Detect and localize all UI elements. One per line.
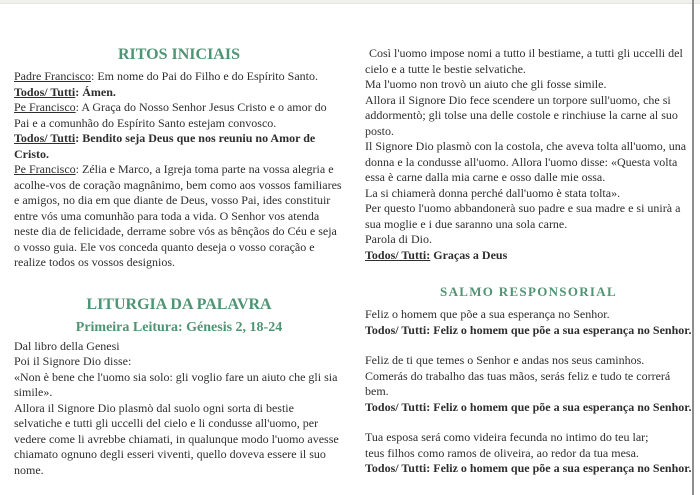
reading-line: Il Signore Dio plasmò con la costola, che aveva tolta all'uomo, una donna e la condusse all'uomo. Allora l'uomo disse: «Questa volta essa è carne dalla mia carne e osso dalle mie ossa.: [365, 139, 687, 184]
dialogue-text: : Em nome do Pai do Filho e do Espírito Santo.: [90, 69, 318, 83]
psalm-verse: Tua esposa será como videira fecunda no intimo do teu lar;: [365, 430, 649, 444]
psalm-group: [365, 307, 692, 338]
psalm-response: Todos/ Tutti: Feliz o homem que põe a sua esperança no Senhor.: [365, 461, 692, 475]
psalm-verse: Feliz de ti que temes o Senhor e andas nos seus caminhos.: [365, 353, 645, 367]
response-line-amen: [14, 85, 344, 101]
speaker-label: Padre Francisco: [14, 69, 91, 83]
psalm-response: Todos/ Tutti: Feliz o homem que põe a sua esperança no Senhor.: [365, 322, 692, 337]
reading-line: La si chiamerà donna perché dall'uomo è stata tolta».: [365, 185, 621, 200]
psalm-group: [365, 353, 692, 415]
speaker-label: Pe Francisco: [14, 100, 76, 114]
reading-line: Dal libro della Genesi: [14, 338, 120, 353]
dialogue-line-welcome: [14, 162, 344, 271]
response-label: Todos/ Tutti: [14, 131, 76, 145]
psalm-group: [365, 430, 692, 477]
psalm-verse: teus filhos como ramos de oliveira, ao redor da tua mesa.: [365, 445, 639, 460]
dialogue-text: : A Graça do Nosso Senhor Jesus Cristo e o amor do Pai e a comunhão do Espírito Santo estejam convosco.: [14, 100, 327, 130]
left-column: [14, 0, 344, 478]
reading-line: Ma l'uomo non trovò un aiuto che gli fosse simile.: [365, 77, 607, 91]
subheading-primeira-leitura: Primeira Leitura: Génesis 2, 18-24: [75, 319, 283, 335]
response-text: Graças a Deus: [430, 247, 508, 262]
response-label: Todos/ Tutti:: [365, 247, 431, 262]
reading-line: Così l'uomo impose nomi a tutto il bestiame, a tutti gli uccelli del cielo e a tutte le bestie selvatiche.: [365, 46, 683, 76]
reading-line: Allora il Signore Dio fece scendere un torpore sull'uomo, che si addormentò; gli tolse una delle costole e rinchiuse la carne al suo posto.: [365, 92, 678, 138]
section-heading-liturgia-da-palavra: LITURGIA DA PALAVRA: [86, 295, 272, 313]
psalm-response: Todos/ Tutti: Feliz o homem que põe a sua esperança no Senhor.: [365, 399, 692, 414]
dialogue-line-greeting: [14, 100, 344, 131]
section-heading-salmo-responsorial: SALMO RESPONSORIAL: [440, 284, 617, 299]
page-right-edge: [692, 0, 694, 495]
response-label: Todos/ Tutti: [14, 84, 76, 99]
response-text: : Bendito seja Deus que nos reuniu no Amor de Cristo.: [14, 131, 316, 161]
right-column: [365, 0, 692, 478]
response-text: : Ámen.: [75, 84, 116, 99]
reading-line: Allora il Signore Dio plasmò dal suolo ogni sorta di bestie selvatiche e tutti gli uccelli del cielo e li condusse all'uomo, per vedere come li avrebbe chiamati, in qualunque modo l'uomo avesse chiamato ognuno degli esseri viventi, quello doveva essere il suo nome.: [14, 400, 339, 477]
reading-line: Parola di Dio.: [365, 232, 432, 246]
psalm-verse: Feliz o homem que põe a sua esperança no Senhor.: [365, 307, 610, 321]
reading-line: Per questo l'uomo abbandonerà suo padre e sua madre e si unirà a sua moglie e i due saranno una sola carne.: [365, 201, 681, 231]
dialogue-text: : Zélia e Marco, a Igreja toma parte na vossa alegria e acolhe-vos de coração magnânimo, bem como aos vossos familiares e amigos, no dia em que diante de Deus, vosso Pai, ides constituir entre vós uma comunhão para toda a vida. O Senhor vos atenda neste dia de felicidade, derrame sobre vós as bênçãos do Céu e seja o vosso guia. Ele vos conceda quanto deseja o vosso coração e realize todos os vossos designios.: [14, 162, 342, 269]
response-line-bendito: [14, 131, 344, 162]
reading-line: Poi il Signore Dio disse:: [14, 354, 132, 368]
dialogue-line-sign-of-cross: [14, 69, 344, 85]
speaker-label: Pe Francisco: [14, 162, 76, 176]
reading-line: «Non è bene che l'uomo sia solo: gli voglio fare un aiuto che gli sia simile».: [14, 369, 338, 399]
response-line-gracas-a-deus: [365, 248, 692, 264]
psalm-verse: Comerás do trabalho das tuas mãos, serás feliz e tudo te correrá bem.: [365, 368, 671, 398]
section-heading-ritos-iniciais: RITOS INICIAIS: [118, 46, 240, 63]
